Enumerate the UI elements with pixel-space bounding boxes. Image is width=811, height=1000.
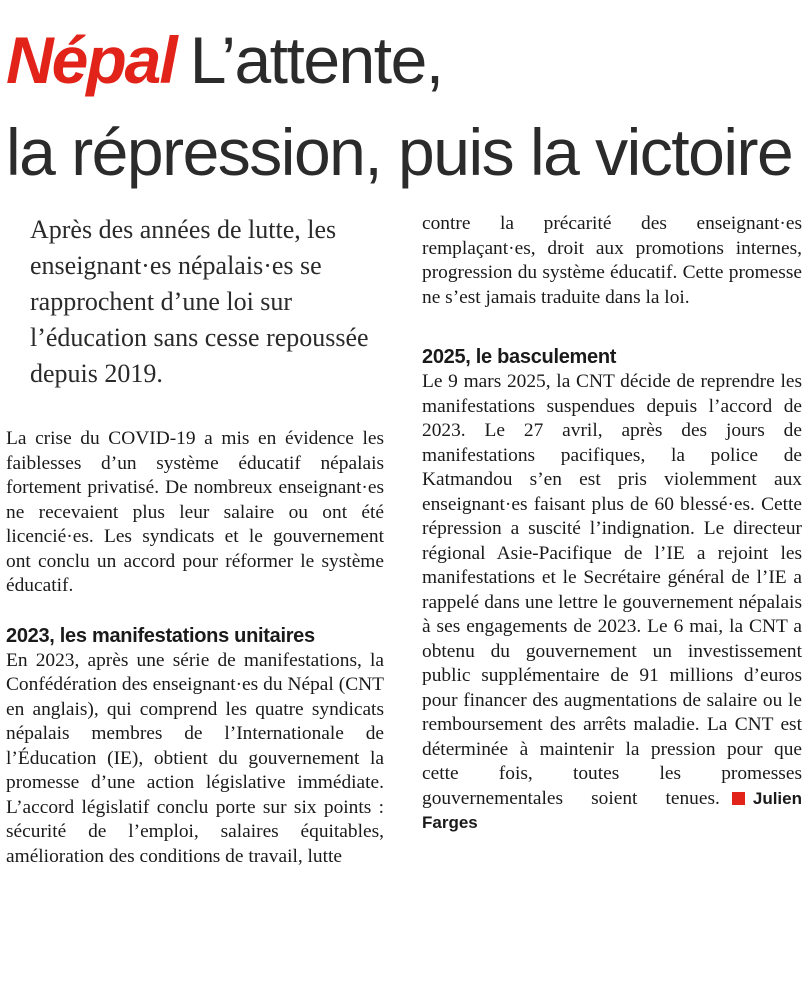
section-2023-body: En 2023, après une série de manifestations, la Confédération des enseignant·es du Népal (CNT en anglais), qui comprend les quatre syndicats népalais membres de l’Internationale de l’Éducation (IE), obtient du gouvernement la promesse d’une action législative immédiate. L’accord législatif conclu porte sur six points : sécurité de l’emploi, salaires équitables, amélioration des conditions de travail, lutte	[6, 649, 384, 867]
headline-title-line1: L’attente,	[189, 23, 443, 97]
intro-paragraph: La crise du COVID-19 a mis en évidence les faiblesses d’un système éducatif népalais fortement privatisé. De nombreux enseignant·es ne recevaient plus leur salaire ou ont été licencié·es. Les syndicats et le gouvernement ont conclu un accord pour réformer le système éducatif.	[6, 428, 384, 596]
section-2025-text: Le 9 mars 2025, la CNT décide de reprendre les manifestations suspendues depuis l’accord de 2023. Le 27 avril, après des jours de manifestations pacifiques, la police de Katmandou s’en est pris violemment aux enseignant·es faisant plus de 60 blessé·es. Cette répression a suscité l’indignation. Le directeur régional Asie-Pacifique de l’IE a rejoint les manifestations et le Secrétaire général de l’IE a rappelé dans une lettre le gouvernement népalais à ses engagements de 2023. Le 6 mai, la CNT a obtenu du gouvernement un investissement public supplémentaire de 91 millions d’euros pour financer des augmentations de salaire ou le remboursement des arrêts maladie. La CNT est déterminée à maintenir la pression pour que cette fois, toutes les promesses gouvernementales soient tenues.	[422, 371, 802, 809]
author-signature: Julien Farges	[422, 788, 802, 832]
section-heading-2025: 2025, le basculement	[422, 346, 617, 368]
headline	[6, 14, 806, 198]
signature-square-icon	[732, 792, 745, 805]
section-heading-2023: 2023, les manifestations unitaires	[6, 624, 315, 647]
section-2025-body	[422, 370, 802, 836]
left-column	[6, 427, 384, 869]
right-column	[422, 212, 802, 836]
section-2023-body-continued: contre la précarité des enseignant·es remplaçant·es, droit aux promotions internes, progression du système éducatif. Cette promesse ne s’est jamais traduite dans la loi.	[422, 213, 802, 308]
headline-title-line2: la répression, puis la victoire	[6, 115, 793, 189]
lead-paragraph: Après des années de lutte, les enseignant·es népalais·es se rapprochent d’une loi sur l’éducation sans cesse repoussée depuis 2019.	[30, 215, 369, 388]
headline-kicker: Népal	[6, 23, 176, 97]
